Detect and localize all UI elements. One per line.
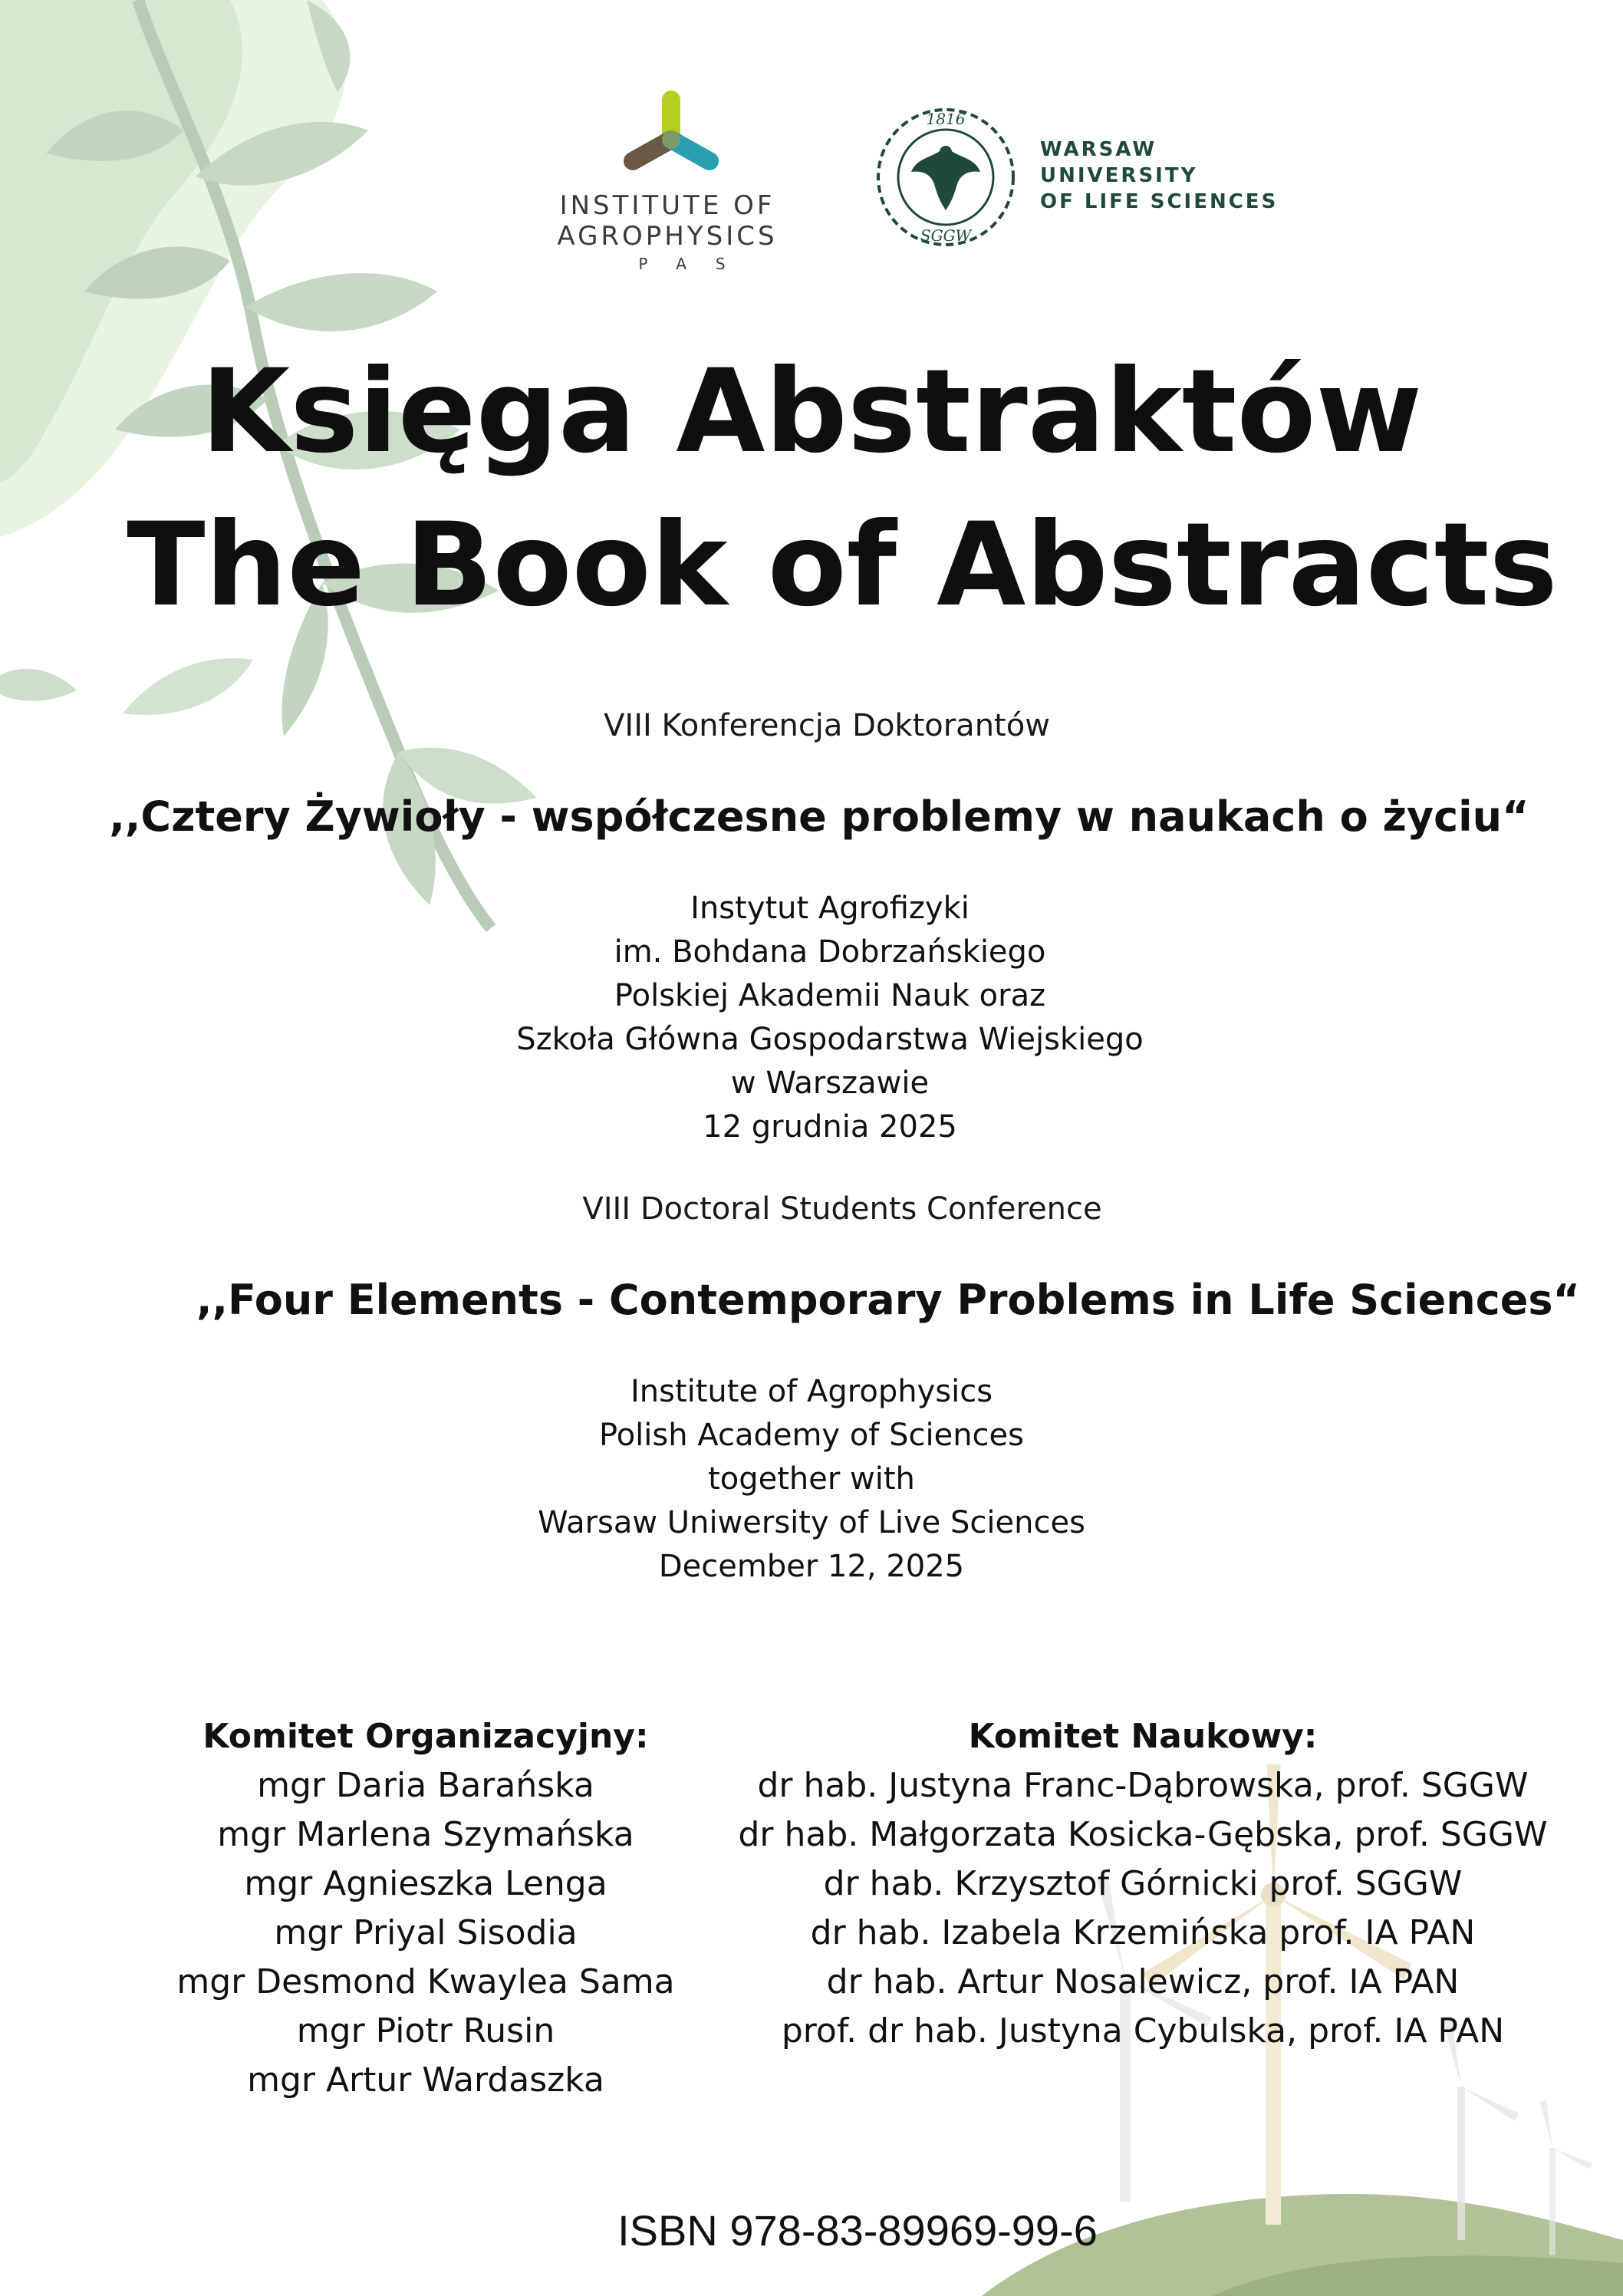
committee-member: dr hab. Krzysztof Górnicki prof. SGGW [823, 1864, 1463, 1903]
organizer-line: together with [708, 1461, 915, 1497]
organizer-line: Polskiej Akademii Nauk oraz [614, 978, 1046, 1013]
organizers-english [0, 1370, 1623, 1589]
committee-member: dr hab. Artur Nosalewicz, prof. IA PAN [826, 1962, 1460, 2001]
committee-member: mgr Marlena Szymańska [217, 1815, 634, 1854]
committee-member: prof. dr hab. Justyna Cybulska, prof. IA PAN [781, 2011, 1505, 2051]
organizer-line: Szkoła Główna Gospodarstwa Wiejskiego [516, 1022, 1144, 1057]
organizer-line: Polish Academy of Sciences [599, 1418, 1024, 1453]
conference-label-english: VIII Doctoral Students Conference [582, 1191, 1102, 1227]
institute-logo-line1: INSTITUTE OF [559, 190, 775, 221]
title-english: The Book of Abstracts [127, 499, 1558, 632]
isbn-number: ISBN 978-83-89969-99-6 [617, 2206, 1098, 2255]
organizer-line: w Warszawie [730, 1066, 930, 1101]
committee-member: mgr Agnieszka Lenga [244, 1864, 607, 1903]
conference-date-polish: 12 grudnia 2025 [703, 1109, 957, 1145]
committee-member: dr hab. Małgorzata Kosicka-Gębska, prof. SGGW [738, 1815, 1548, 1854]
sggw-logo-line2: UNIVERSITY [1040, 164, 1198, 187]
institute-logo-line2: AGROPHYSICS [557, 221, 778, 252]
scientific-committee-heading: Komitet Naukowy: [968, 1717, 1318, 1756]
sggw-logo-line3: OF LIFE SCIENCES [1040, 190, 1279, 213]
committee-member: dr hab. Justyna Franc-Dąbrowska, prof. SGGW [757, 1766, 1529, 1805]
committee-member: mgr Desmond Kwaylea Sama [176, 1962, 675, 2001]
agrophysics-tripod-icon [598, 84, 736, 184]
committee-member: mgr Daria Barańska [257, 1766, 594, 1805]
conference-title-polish: ,,Cztery Żywioły - współczesne problemy w naukach o życiu“ [109, 792, 1529, 841]
committee-member: mgr Artur Wardaszka [247, 2060, 604, 2100]
committee-member: mgr Priyal Sisodia [274, 1913, 578, 1952]
conference-date-english: December 12, 2025 [658, 1549, 965, 1584]
institute-of-agrophysics-logo [522, 77, 813, 284]
organizer-line: Warsaw Uniwersity of Live Sciences [538, 1505, 1085, 1540]
organizer-line: im. Bohdana Dobrzańskiego [614, 934, 1046, 970]
sggw-seal-name: SGGW [920, 226, 972, 245]
organizing-committee-heading: Komitet Organizacyjny: [202, 1717, 649, 1756]
sggw-eagle-seal-icon [873, 104, 1019, 250]
organizer-line: Institute of Agrophysics [630, 1374, 993, 1409]
institute-logo-line3: PAS [638, 255, 755, 273]
conference-title-english: ,,Four Elements - Contemporary Problems in Life Sciences“ [196, 1276, 1580, 1324]
title-polish: Księga Abstraktów [200, 345, 1423, 479]
organizer-line: Instytut Agrofizyki [690, 891, 970, 926]
organizers-polish [0, 887, 1623, 1149]
committee-member: dr hab. Izabela Krzemińska prof. IA PAN [810, 1913, 1476, 1952]
sggw-logo-line1: WARSAW [1040, 138, 1157, 161]
sggw-seal-year: 1816 [926, 110, 966, 128]
organizing-committee [107, 1712, 744, 2105]
scientific-committee [721, 1712, 1565, 2056]
sggw-logo [873, 104, 1333, 250]
committee-member: mgr Piotr Rusin [296, 2011, 555, 2051]
conference-label-polish: VIII Konferencja Doktorantów [604, 708, 1050, 743]
